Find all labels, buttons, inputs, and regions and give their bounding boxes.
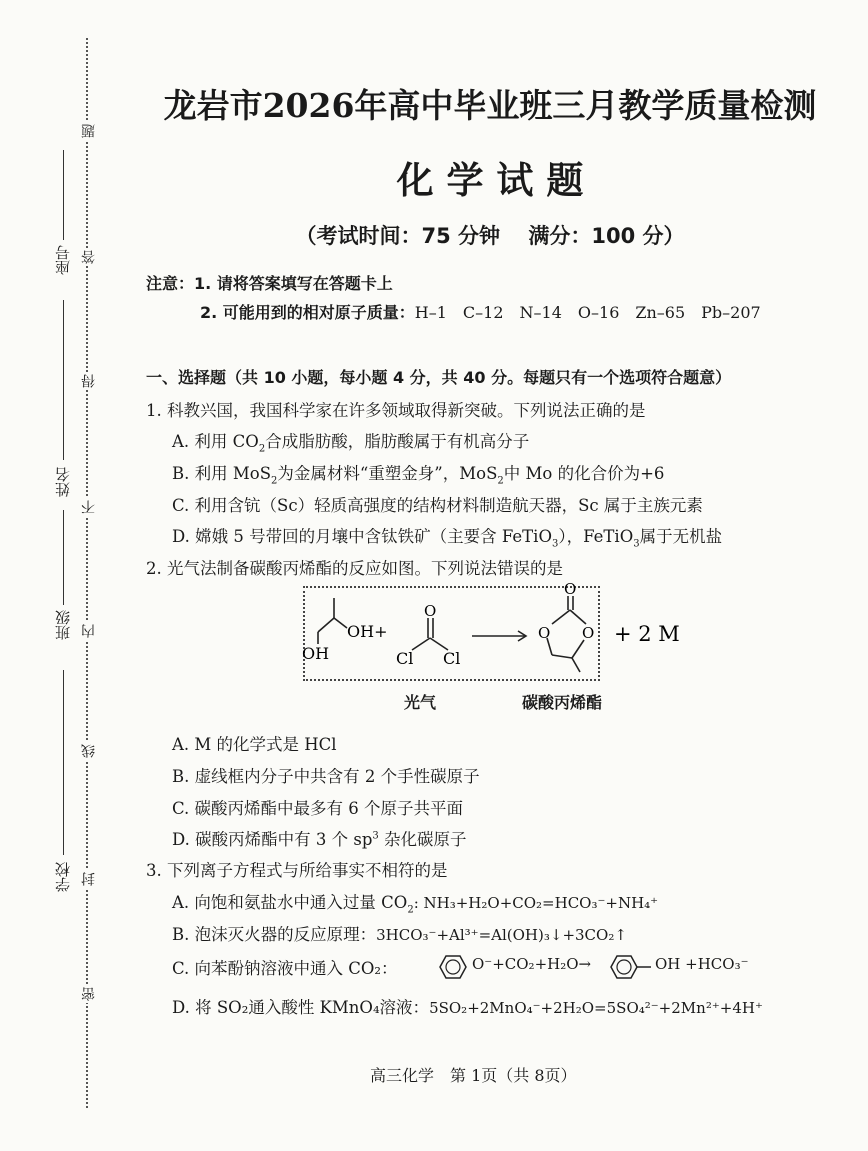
seal-char-3: 得 [81, 374, 97, 388]
q3-option-c-eq1: O⁻+CO₂+H₂O→ [472, 955, 592, 973]
q3-option-c-eq2: OH +HCO₃⁻ [655, 955, 749, 973]
q3-option-a: A. 向饱和氨盐水中通入过量 $CO_2$: NH₃+H₂O+CO₂=HCO₃⁻+NH₄⁺ [172, 893, 659, 916]
binding-dotted-line [86, 38, 88, 1108]
notes-label: 注意： [146, 274, 195, 293]
reactant-oh-2: OH [302, 644, 330, 663]
exam-subtitle: 化 学 试 题 [396, 158, 584, 202]
section-heading: 一、选择题（共 10 小题，每小题 4 分，共 40 分。每题只有一个选项符合题意） [146, 368, 732, 387]
name-label: 姓名 [54, 467, 72, 497]
reaction-scheme [300, 580, 720, 680]
school-field-line [63, 670, 64, 855]
q3-option-b: B. 泡沫灭火器的反应原理：3HCO₃⁻+Al³⁺=Al(OH)₃↓+3CO₂↑ [172, 925, 627, 944]
q1-option-a: A. 利用 $CO_2$合成脂肪酸，脂肪酸属于有机高分子 [172, 432, 530, 455]
byproduct-2m: + 2 M [614, 622, 680, 646]
product-o-right: O [582, 624, 595, 642]
q3-stem: 3. 下列离子方程式与所给事实不相符的是 [146, 861, 448, 880]
benzene-ring-icon-2 [603, 950, 653, 984]
q3-option-c: C. 向苯酚钠溶液中通入 CO₂： [172, 959, 398, 978]
q2-option-d: D. 碳酸丙烯酯中有 3 个 $sp^3$ 杂化碳原子 [172, 830, 467, 849]
seal-char-2: 答 [81, 250, 97, 264]
q2-stem: 2. 光气法制备碳酸丙烯酯的反应如图。下列说法错误的是 [146, 559, 563, 578]
atomic-masses: H–1 C–12 N–14 O–16 Zn–65 Pb–207 [414, 303, 761, 322]
label-propylene-carbonate: 碳酸丙烯酯 [522, 693, 603, 712]
notes-line-1 [146, 271, 393, 294]
seal-char-1: 题 [81, 124, 97, 138]
q1-option-b: B. 利用 MoS$_2$为金属材料“重塑金身”，MoS$_2$中 Mo 的化合价为+6 [172, 464, 665, 487]
seat-label: 座号 [54, 245, 72, 275]
product-o-left: O [538, 624, 551, 642]
phosgene-cl-1: Cl [396, 649, 414, 668]
label-phosgene: 光气 [404, 693, 437, 712]
note-item-1: 1. 请将答案填写在答题卡上 [194, 274, 393, 293]
seat-field-line [63, 150, 64, 240]
seal-char-6: 线 [81, 744, 97, 758]
page-footer: 高三化学 第 1页（共 8页） [370, 1066, 577, 1085]
q3-option-d: D. 将 SO₂通入酸性 KMnO₄溶液：5SO₂+2MnO₄⁻+2H₂O=5SO₄²⁻+2Mn²⁺+4H⁺ [172, 998, 763, 1017]
q2-option-b: B. 虚线框内分子中共含有 2 个手性碳原子 [172, 767, 480, 786]
seal-char-4: 不 [81, 500, 97, 514]
benzene-ring-icon-1 [432, 950, 472, 984]
class-field-line [63, 510, 64, 605]
seal-char-5: 内 [81, 624, 97, 638]
seal-char-7: 封 [81, 872, 97, 886]
q1-stem: 1. 科教兴国，我国科学家在许多领域取得新突破。下列说法正确的是 [146, 401, 646, 420]
phosgene-cl-2: Cl [443, 649, 461, 668]
q2-option-a: A. M 的化学式是 HCl [172, 735, 337, 754]
exam-info: （考试时间：75 分钟 满分：100 分） [295, 224, 685, 248]
q2-option-c: C. 碳酸丙烯酯中最多有 6 个原子共平面 [172, 799, 464, 818]
name-field-line [63, 300, 64, 460]
q1-option-d: D. 嫦娥 5 号带回的月壤中含钛铁矿（主要含 FeTiO$_3$），FeTiO$_3$属于无机盐 [172, 527, 723, 550]
class-label: 班级 [54, 610, 72, 640]
school-label: 学校 [54, 862, 72, 892]
q1-option-c: C. 利用含钪（Sc）轻质高强度的结构材料制造航天器，Sc 属于主族元素 [172, 496, 703, 515]
notes-line-2 [200, 300, 761, 323]
phosgene-o: O [424, 602, 437, 620]
product-o-top: O [564, 580, 577, 598]
reactant-oh-1: OH+ [347, 622, 388, 641]
note-item-2: 2. 可能用到的相对原子质量： [200, 303, 415, 322]
seal-char-8: 密 [81, 987, 97, 1001]
exam-title: 龙岩市2026年高中毕业班三月教学质量检测 [163, 86, 817, 125]
